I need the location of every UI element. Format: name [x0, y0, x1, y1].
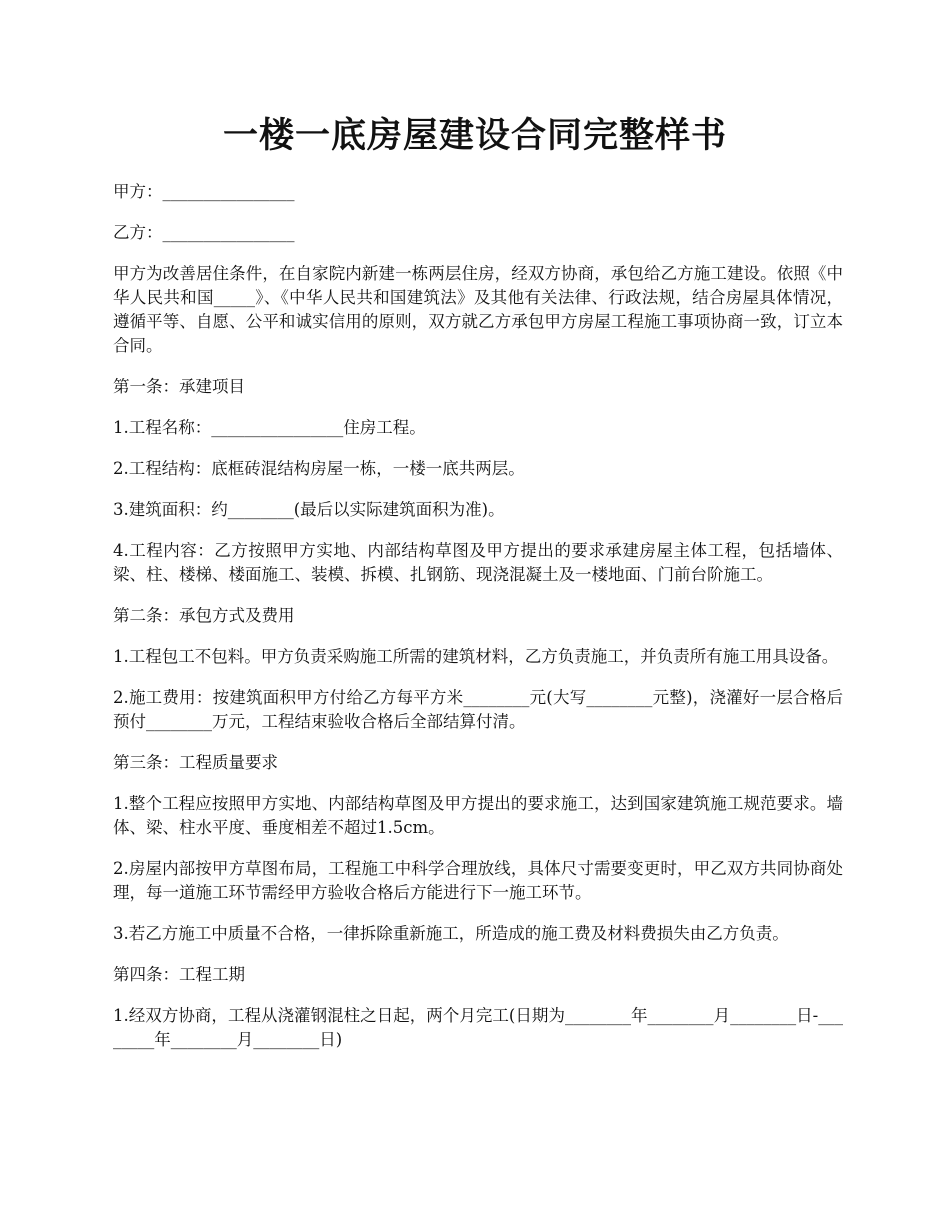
article-2-heading: 第二条：承包方式及费用: [113, 606, 295, 625]
article-4-item-1: 1.经双方协商，工程从浇灌钢混柱之日起，两个月完工(日期为________年________月________日-________年________月________日): [113, 1006, 843, 1049]
article-1-item-1: 1.工程名称：________________住房工程。: [113, 418, 426, 437]
article-3-item-1: 1.整个工程应按照甲方实地、内部结构草图及甲方提出的要求施工，达到国家建筑施工规范要求。墙体、梁、柱水平度、垂度相差不超过1.5cm。: [113, 794, 843, 837]
article-3-item-2: 2.房屋内部按甲方草图布局，工程施工中科学合理放线，具体尺寸需要变更时，甲乙双方共同协商处理，每一道施工环节需经甲方验收合格后方能进行下一施工环节。: [113, 859, 843, 902]
article-3-heading: 第三条：工程质量要求: [113, 753, 278, 772]
document-title: 一楼一底房屋建设合同完整样书: [222, 115, 727, 156]
article-2-item-1: 1.工程包工不包料。甲方负责采购施工所需的建筑材料，乙方负责施工，并负责所有施工用具设备。: [113, 647, 839, 666]
article-1-heading: 第一条：承建项目: [113, 377, 245, 396]
document-body: [113, 180, 843, 1069]
article-1-item-4: 4.工程内容：乙方按照甲方实地、内部结构草图及甲方提出的要求承建房屋主体工程，包括墙体、梁、柱、楼梯、楼面施工、装模、拆模、扎钢筋、现浇混凝土及一楼地面、门前台阶施工。: [113, 541, 843, 584]
article-1-item-2: 2.工程结构：底框砖混结构房屋一栋，一楼一底共两层。: [113, 459, 525, 478]
article-4-heading: 第四条：工程工期: [113, 965, 245, 984]
article-3-item-3: 3.若乙方施工中质量不合格，一律拆除重新施工，所造成的施工费及材料费损失由乙方负责。: [113, 924, 789, 943]
article-1-item-3: 3.建筑面积：约________(最后以实际建筑面积为准)。: [113, 500, 505, 519]
party-b-line: 乙方：________________: [113, 223, 295, 242]
preamble-paragraph: 甲方为改善居住条件，在自家院内新建一栋两层住房，经双方协商，承包给乙方施工建设。依照《中华人民共和国_____》、《中华人民共和国建筑法》及其他有关法律、行政法规，结合房屋具体情况，遵循平等、自愿、公平和诚实信用的原则，双方就乙方承包甲方房屋工程施工事项协商一致，订立本合同。: [113, 264, 843, 355]
article-2-item-2: 2.施工费用：按建筑面积甲方付给乙方每平方米________元(大写________元整)，浇灌好一层合格后预付________万元，工程结束验收合格后全部结算付清。: [113, 688, 843, 731]
party-a-line: 甲方：________________: [113, 182, 295, 201]
